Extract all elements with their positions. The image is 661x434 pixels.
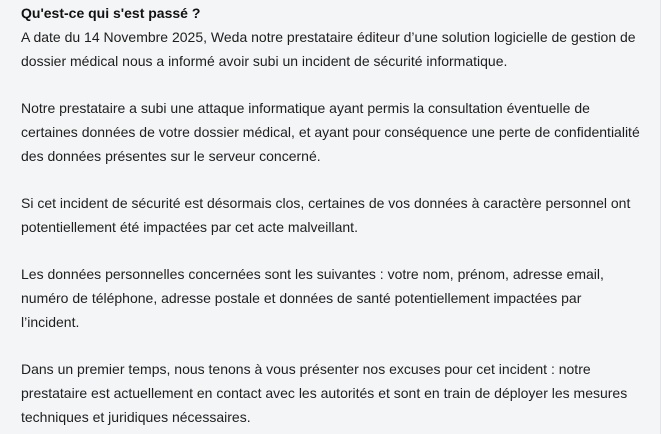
paragraph-data-concerned: Les données personnelles concernées sont les suivantes : votre nom, prénom, adresse email, numéro de téléphone, adresse postale et données de santé potentiellement impactées par l’incident. (21, 266, 604, 330)
paragraph-incident-date: A date du 14 Novembre 2025, Weda notre prestataire éditeur d’une solution logicielle de gestion de dossier médical nous a informé avoir subi un incident de sécurité informatique. (21, 29, 636, 69)
section-heading: Qu'est-ce qui s'est passé ? (21, 5, 201, 21)
paragraph-apology: Dans un premier temps, nous tenons à vous présenter nos excuses pour cet incident : notre prestataire est actuellement en contact avec les autorités et sont en train de déployer les mesures techniques et juridiques nécessaires. (21, 361, 628, 425)
paragraph-attack-description: Notre prestataire a subi une attaque informatique ayant permis la consultation éventuelle de certaines données de votre dossier médical, et ayant pour conséquence une perte de confidentialité des données présentes sur le serveur concerné. (21, 100, 640, 164)
paragraph-incident-closed: Si cet incident de sécurité est désormais clos, certaines de vos données à caractère personnel ont potentiellement été impactées par cet acte malveillant. (21, 195, 631, 235)
